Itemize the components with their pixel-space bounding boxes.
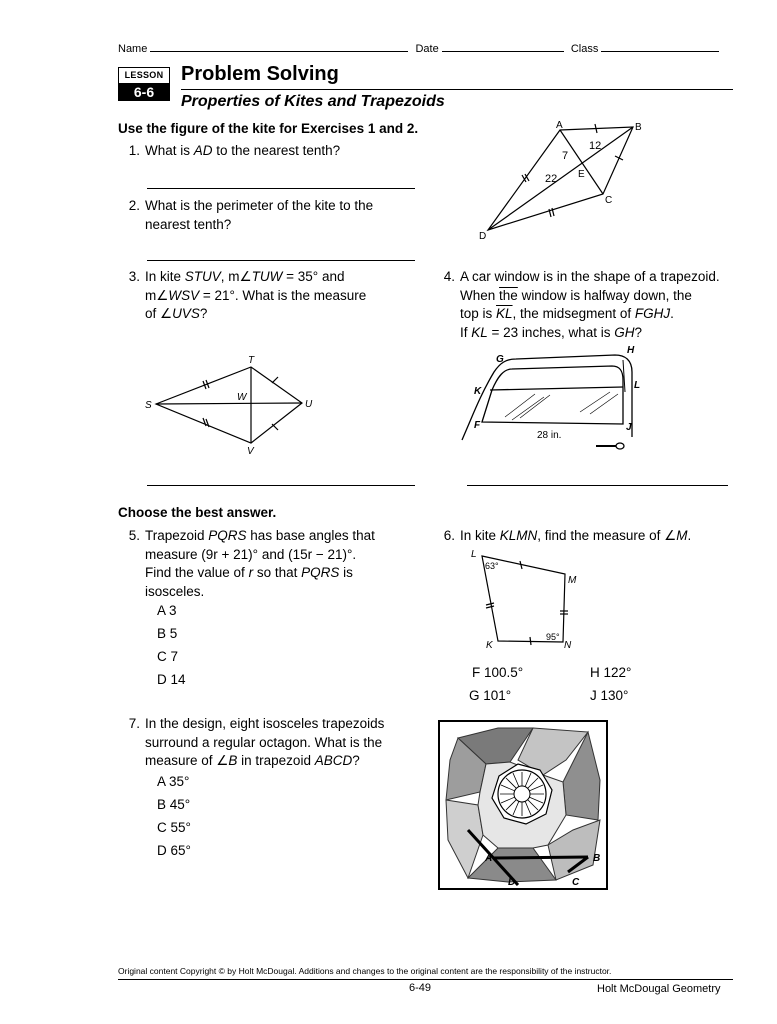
q4-t2: $\overline{the}$ bbox=[499, 287, 518, 303]
label-a: A bbox=[485, 853, 493, 864]
label-h: H bbox=[627, 345, 635, 356]
q5-line2: measure (9r + 21)° and (15r − 21)°. bbox=[145, 546, 357, 562]
copyright-note: Original content Copyright © by Holt McDougal. Additions and changes to the original content are the responsibility of the instructor. bbox=[118, 966, 612, 976]
q3-t3: = 35° and bbox=[282, 269, 345, 284]
label-u: U bbox=[305, 399, 313, 410]
q6-v1: KLMN bbox=[499, 528, 538, 543]
label-v: V bbox=[247, 446, 254, 457]
label-g: G bbox=[496, 354, 504, 365]
label-d: D bbox=[508, 877, 516, 888]
q3-v1: STUV bbox=[184, 269, 221, 284]
q7-choice-b[interactable]: B 45° bbox=[157, 797, 191, 812]
label-k: K bbox=[474, 386, 482, 397]
angle-63: 63° bbox=[485, 561, 499, 571]
date-field[interactable] bbox=[442, 41, 564, 52]
q7-v2: ABCD bbox=[314, 753, 353, 768]
q3-v3: WSV bbox=[168, 287, 200, 303]
q6-t1: In kite bbox=[460, 528, 500, 543]
label-k: K bbox=[486, 640, 493, 651]
page-number: 6-49 bbox=[409, 982, 432, 994]
q5-t5: is bbox=[339, 565, 353, 580]
section2-instruction: Choose the best answer. bbox=[118, 505, 277, 520]
q4-t7: If bbox=[460, 324, 472, 340]
angle-95: 95° bbox=[546, 632, 560, 642]
q4-t6: . bbox=[670, 306, 674, 321]
q4-number: 4. bbox=[443, 269, 455, 284]
q3-t4: m∠ bbox=[145, 287, 169, 303]
publisher: Holt McDougal Geometry bbox=[597, 983, 721, 995]
q7-t2: in trapezoid bbox=[237, 753, 315, 768]
octagon-design-figure bbox=[438, 720, 608, 890]
date-label: Date bbox=[415, 43, 439, 55]
q2-line1: What is the perimeter of the kite to the bbox=[145, 198, 374, 213]
q5-t4: so that bbox=[253, 565, 302, 580]
q6-number: 6. bbox=[443, 528, 455, 543]
q7-choice-a[interactable]: A 35° bbox=[157, 774, 190, 789]
q7-line1: In the design, eight isosceles trapezoids bbox=[145, 716, 385, 731]
q5-choice-d[interactable]: D 14 bbox=[157, 672, 186, 687]
label-e: E bbox=[578, 169, 585, 180]
q5-v1: PQRS bbox=[208, 528, 247, 543]
question-4 bbox=[433, 268, 720, 342]
q4-v1: $\overline{KL}$ bbox=[496, 306, 513, 321]
label-m: M bbox=[568, 575, 577, 586]
label-j: J bbox=[626, 422, 632, 433]
q5-v3: PQRS bbox=[301, 565, 340, 580]
label-l: L bbox=[634, 380, 641, 391]
section1-instruction: Use the figure of the kite for Exercises 1 and 2. bbox=[118, 121, 419, 136]
class-field[interactable] bbox=[601, 41, 719, 52]
q7-t3: ? bbox=[352, 753, 360, 768]
page-subtitle: Properties of Kites and Trapezoids bbox=[181, 93, 445, 110]
q3-v2: TUW bbox=[251, 269, 283, 284]
q6-choice-j[interactable]: J 130° bbox=[590, 688, 629, 703]
q3-t7: ? bbox=[199, 306, 208, 321]
q1-number: 1. bbox=[128, 143, 140, 158]
q2-answer-line[interactable] bbox=[147, 260, 415, 261]
q2-number: 2. bbox=[128, 198, 140, 213]
lesson-badge bbox=[118, 67, 170, 103]
door-handle-knob bbox=[616, 443, 624, 449]
q6-t2: , find the measure of ∠ bbox=[537, 528, 677, 543]
class-label: Class bbox=[570, 43, 599, 55]
q1-text-end: to the nearest tenth? bbox=[212, 143, 341, 158]
label-n: N bbox=[564, 640, 572, 651]
footer-rule bbox=[118, 979, 733, 980]
question-2 bbox=[118, 197, 373, 234]
label-f: F bbox=[474, 420, 481, 431]
car-window-figure bbox=[460, 342, 650, 457]
q7-t1: measure of ∠ bbox=[145, 753, 229, 768]
q4-v3: KL bbox=[471, 324, 488, 340]
q5-choice-a[interactable]: A 3 bbox=[157, 603, 177, 618]
window-frame bbox=[482, 366, 623, 424]
q1-var: AD bbox=[193, 143, 213, 158]
q7-choice-d[interactable]: D 65° bbox=[157, 843, 191, 858]
q3-t6: of ∠ bbox=[145, 306, 173, 321]
q4-v4: GH bbox=[614, 324, 635, 340]
q3-t5: = 21°. What is the measure bbox=[199, 287, 367, 303]
question-6 bbox=[433, 527, 691, 546]
midsegment-kl bbox=[490, 387, 623, 390]
q4-t9: ? bbox=[634, 324, 642, 340]
label-c: C bbox=[572, 877, 580, 888]
kite-diagonal-bd bbox=[488, 127, 633, 230]
q6-choice-h[interactable]: H 122° bbox=[590, 665, 632, 680]
q5-t3: Find the value of bbox=[145, 565, 249, 580]
q6-choice-f[interactable]: F 100.5° bbox=[472, 665, 524, 680]
name-label: Name bbox=[118, 43, 148, 55]
q3-t2: , m∠ bbox=[220, 269, 252, 284]
q1-text: What is bbox=[145, 143, 194, 158]
kite-klmn-figure bbox=[470, 547, 585, 655]
q1-answer-line[interactable] bbox=[147, 188, 415, 189]
q5-choice-c[interactable]: C 7 bbox=[157, 649, 179, 664]
q4-t3: window is halfway down, the bbox=[517, 287, 692, 303]
label-7: 7 bbox=[562, 150, 569, 162]
q4-t4: top is bbox=[460, 306, 497, 321]
q7-v1: B bbox=[228, 753, 238, 768]
q6-v2: M bbox=[676, 528, 688, 543]
question-5 bbox=[118, 527, 375, 601]
label-22: 22 bbox=[545, 173, 558, 185]
title-rule bbox=[181, 89, 733, 90]
question-7 bbox=[118, 715, 384, 771]
q4-t8: = 23 inches, what is bbox=[487, 324, 615, 340]
q5-t1: Trapezoid bbox=[145, 528, 209, 543]
q4-line1: A car window is in the shape of a trapezoid. bbox=[460, 269, 720, 284]
q5-number: 5. bbox=[128, 528, 140, 543]
lesson-label: LESSON bbox=[118, 67, 170, 83]
label-l: L bbox=[471, 549, 477, 560]
q7-number: 7. bbox=[128, 716, 140, 731]
label-b: B bbox=[635, 122, 642, 133]
question-3 bbox=[118, 268, 366, 324]
label-d: D bbox=[479, 231, 487, 242]
q5-choice-b[interactable]: B 5 bbox=[157, 626, 178, 641]
q4-answer-line[interactable] bbox=[467, 485, 728, 486]
label-b: B bbox=[593, 853, 601, 864]
label-w: W bbox=[237, 392, 247, 403]
kite-stuv-figure bbox=[140, 352, 325, 457]
lesson-number: 6-6 bbox=[118, 83, 170, 101]
page-title: Problem Solving bbox=[181, 63, 339, 85]
stuv-outline bbox=[156, 367, 302, 443]
q7-line2: surround a regular octagon. What is the bbox=[145, 734, 383, 750]
label-a: A bbox=[556, 120, 563, 131]
q2-line2: nearest tenth? bbox=[145, 216, 232, 232]
q4-t1: When bbox=[460, 287, 500, 303]
label-12: 12 bbox=[589, 140, 602, 152]
question-1 bbox=[118, 142, 340, 161]
q6-choice-g[interactable]: G 101° bbox=[469, 688, 512, 703]
q3-t1: In kite bbox=[145, 269, 185, 284]
stuv-diagonal-su bbox=[156, 403, 302, 404]
label-s: S bbox=[145, 400, 152, 411]
q4-t5: , the midsegment of bbox=[512, 306, 635, 321]
q6-t3: . bbox=[687, 528, 692, 543]
q5-v2: r bbox=[248, 565, 254, 580]
q3-number: 3. bbox=[128, 269, 140, 284]
kite-abcd-figure bbox=[470, 118, 650, 243]
q5-t2: has base angles that bbox=[246, 528, 375, 543]
q3-answer-line[interactable] bbox=[147, 485, 415, 486]
q3-v4: UVS bbox=[172, 306, 200, 321]
label-t: T bbox=[248, 355, 255, 366]
q7-choice-c[interactable]: C 55° bbox=[157, 820, 191, 835]
label-28in: 28 in. bbox=[537, 430, 562, 441]
name-field[interactable] bbox=[150, 41, 408, 52]
label-c: C bbox=[605, 195, 613, 206]
q5-line4: isosceles. bbox=[145, 583, 205, 599]
q4-v2: FGHJ bbox=[634, 306, 671, 321]
header-row bbox=[118, 41, 733, 55]
